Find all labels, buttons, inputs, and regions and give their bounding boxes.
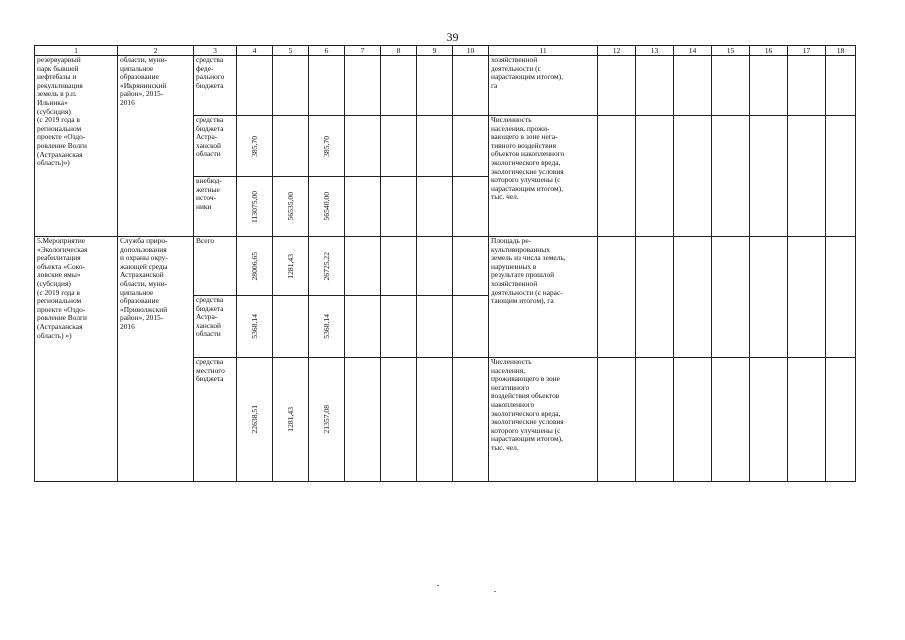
empty-cell [453, 296, 489, 358]
amount-cell: 22638,51 [237, 358, 273, 482]
header-cell: 18 [826, 46, 856, 56]
empty-cell [453, 177, 489, 237]
empty-cell [674, 237, 712, 358]
table-row [35, 237, 856, 296]
amount-cell: 1281,43 [273, 358, 309, 482]
scan-speck [437, 585, 439, 586]
empty-cell [712, 237, 750, 358]
amount-cell [273, 296, 309, 358]
empty-cell [417, 358, 453, 482]
program-table [34, 45, 856, 482]
empty-cell [750, 358, 788, 482]
empty-cell [788, 116, 826, 237]
header-cell: 2 [118, 46, 194, 56]
empty-cell [750, 237, 788, 358]
empty-cell [345, 116, 381, 177]
amount-cell: 26725,22 [309, 237, 345, 296]
empty-cell [788, 56, 826, 116]
header-row [35, 46, 856, 56]
empty-cell [712, 116, 750, 237]
empty-cell [345, 56, 381, 116]
empty-cell [453, 56, 489, 116]
empty-cell [636, 237, 674, 358]
header-cell: 10 [453, 46, 489, 56]
empty-cell [750, 116, 788, 237]
empty-cell [381, 358, 417, 482]
amount-cell: 385,70 [237, 116, 273, 177]
header-cell: 11 [489, 46, 598, 56]
page-number: 39 [446, 30, 459, 44]
empty-cell [750, 56, 788, 116]
empty-cell [453, 358, 489, 482]
indicator-cell: Численность населения, проживающего в зоне негативного воздействия объектов накопленного экологического вреда, экологические условия которого улучшены (с нарастающим итогом), тыс. чел. [489, 358, 598, 482]
amount-cell: 28006,65 [237, 237, 273, 296]
empty-cell [417, 56, 453, 116]
empty-cell [417, 296, 453, 358]
empty-cell [417, 177, 453, 237]
empty-cell [345, 358, 381, 482]
amount-cell: 5368,14 [237, 296, 273, 358]
empty-cell [598, 116, 636, 237]
amount-cell: 56535,00 [273, 177, 309, 237]
empty-cell [345, 296, 381, 358]
header-cell: 12 [598, 46, 636, 56]
empty-cell [826, 56, 856, 116]
empty-cell [636, 358, 674, 482]
empty-cell [417, 237, 453, 296]
amount-cell [273, 116, 309, 177]
empty-cell [636, 56, 674, 116]
indicator-cell: Площадь ре- культивированных земель из числа земель, нарушенных в результате прошлой хозяйственной деятельности (с нарас- тающим итогом), га [489, 237, 598, 358]
header-cell: 3 [194, 46, 237, 56]
amount-cell [273, 56, 309, 116]
header-cell: 15 [712, 46, 750, 56]
funding-source-cell: средства феде- рального бюджета [194, 56, 237, 116]
indicator-cell: Численность населения, прожи- вающего в зоне нега- тивного воздействия объектов накопленного экологического вреда, экологические условия которого улучшены (с нарастающим итогом), тыс. чел. [489, 116, 598, 237]
amount-cell: 385,70 [309, 116, 345, 177]
empty-cell [381, 116, 417, 177]
amount-cell: 1281,43 [273, 237, 309, 296]
funding-source-cell: внебюд- жетные источ- ники [194, 177, 237, 237]
empty-cell [674, 56, 712, 116]
amount-cell: 5368,14 [309, 296, 345, 358]
empty-cell [826, 358, 856, 482]
empty-cell [826, 116, 856, 237]
empty-cell [674, 116, 712, 237]
header-cell: 8 [381, 46, 417, 56]
empty-cell [381, 237, 417, 296]
funding-source-cell: средства бюджета Астра- ханской области [194, 296, 237, 358]
header-cell: 9 [417, 46, 453, 56]
activity-name-cell: резервуарный парк бывшей нефтебазы и рекультивация земель в р.п. Ильинка» (субсидия) (с 2019 года в региональном проекте «Оздо- ровление Волги (Астраханская область)») [35, 56, 118, 237]
empty-cell [381, 296, 417, 358]
empty-cell [598, 358, 636, 482]
header-cell: 16 [750, 46, 788, 56]
empty-cell [826, 237, 856, 358]
header-cell: 13 [636, 46, 674, 56]
amount-cell [309, 56, 345, 116]
empty-cell [674, 358, 712, 482]
empty-cell [381, 56, 417, 116]
empty-cell [453, 116, 489, 177]
empty-cell [598, 237, 636, 358]
scan-speck [494, 591, 496, 592]
amount-cell [237, 56, 273, 116]
executor-cell: Служба приро- допользования и охраны окру- жающей среды Астраханской области, муни- ципальное образование «Приволжский район», 2015- 2016 [118, 237, 194, 482]
empty-cell [712, 56, 750, 116]
header-cell: 14 [674, 46, 712, 56]
header-cell: 4 [237, 46, 273, 56]
empty-cell [381, 177, 417, 237]
empty-cell [636, 116, 674, 237]
table-row [35, 56, 856, 116]
indicator-cell: хозяйственной деятельности (с нарастающим итогом), га [489, 56, 598, 116]
empty-cell [598, 56, 636, 116]
header-cell: 7 [345, 46, 381, 56]
header-cell: 5 [273, 46, 309, 56]
amount-cell: 21357,08 [309, 358, 345, 482]
funding-source-cell: средства местного бюджета [194, 358, 237, 482]
empty-cell [788, 358, 826, 482]
empty-cell [345, 237, 381, 296]
activity-name-cell: 5.Мероприятие «Экологическая реабилитация объекта «Соко- ловские ямы» (субсидия) (с 2019 года в региональном проекте «Оздо- ровление Волги (Астраханская область) ») [35, 237, 118, 482]
header-cell: 6 [309, 46, 345, 56]
header-cell: 17 [788, 46, 826, 56]
amount-cell: 113075,00 [237, 177, 273, 237]
empty-cell [417, 116, 453, 177]
amount-cell: 56540,00 [309, 177, 345, 237]
empty-cell [453, 237, 489, 296]
empty-cell [788, 237, 826, 358]
funding-source-cell: средства бюджета Астра- ханской области [194, 116, 237, 177]
header-cell: 1 [35, 46, 118, 56]
empty-cell [712, 358, 750, 482]
empty-cell [345, 177, 381, 237]
funding-source-cell: Всего [194, 237, 237, 296]
executor-cell: области, муни- ципальное образование «Икрянинский район», 2015- 2016 [118, 56, 194, 237]
